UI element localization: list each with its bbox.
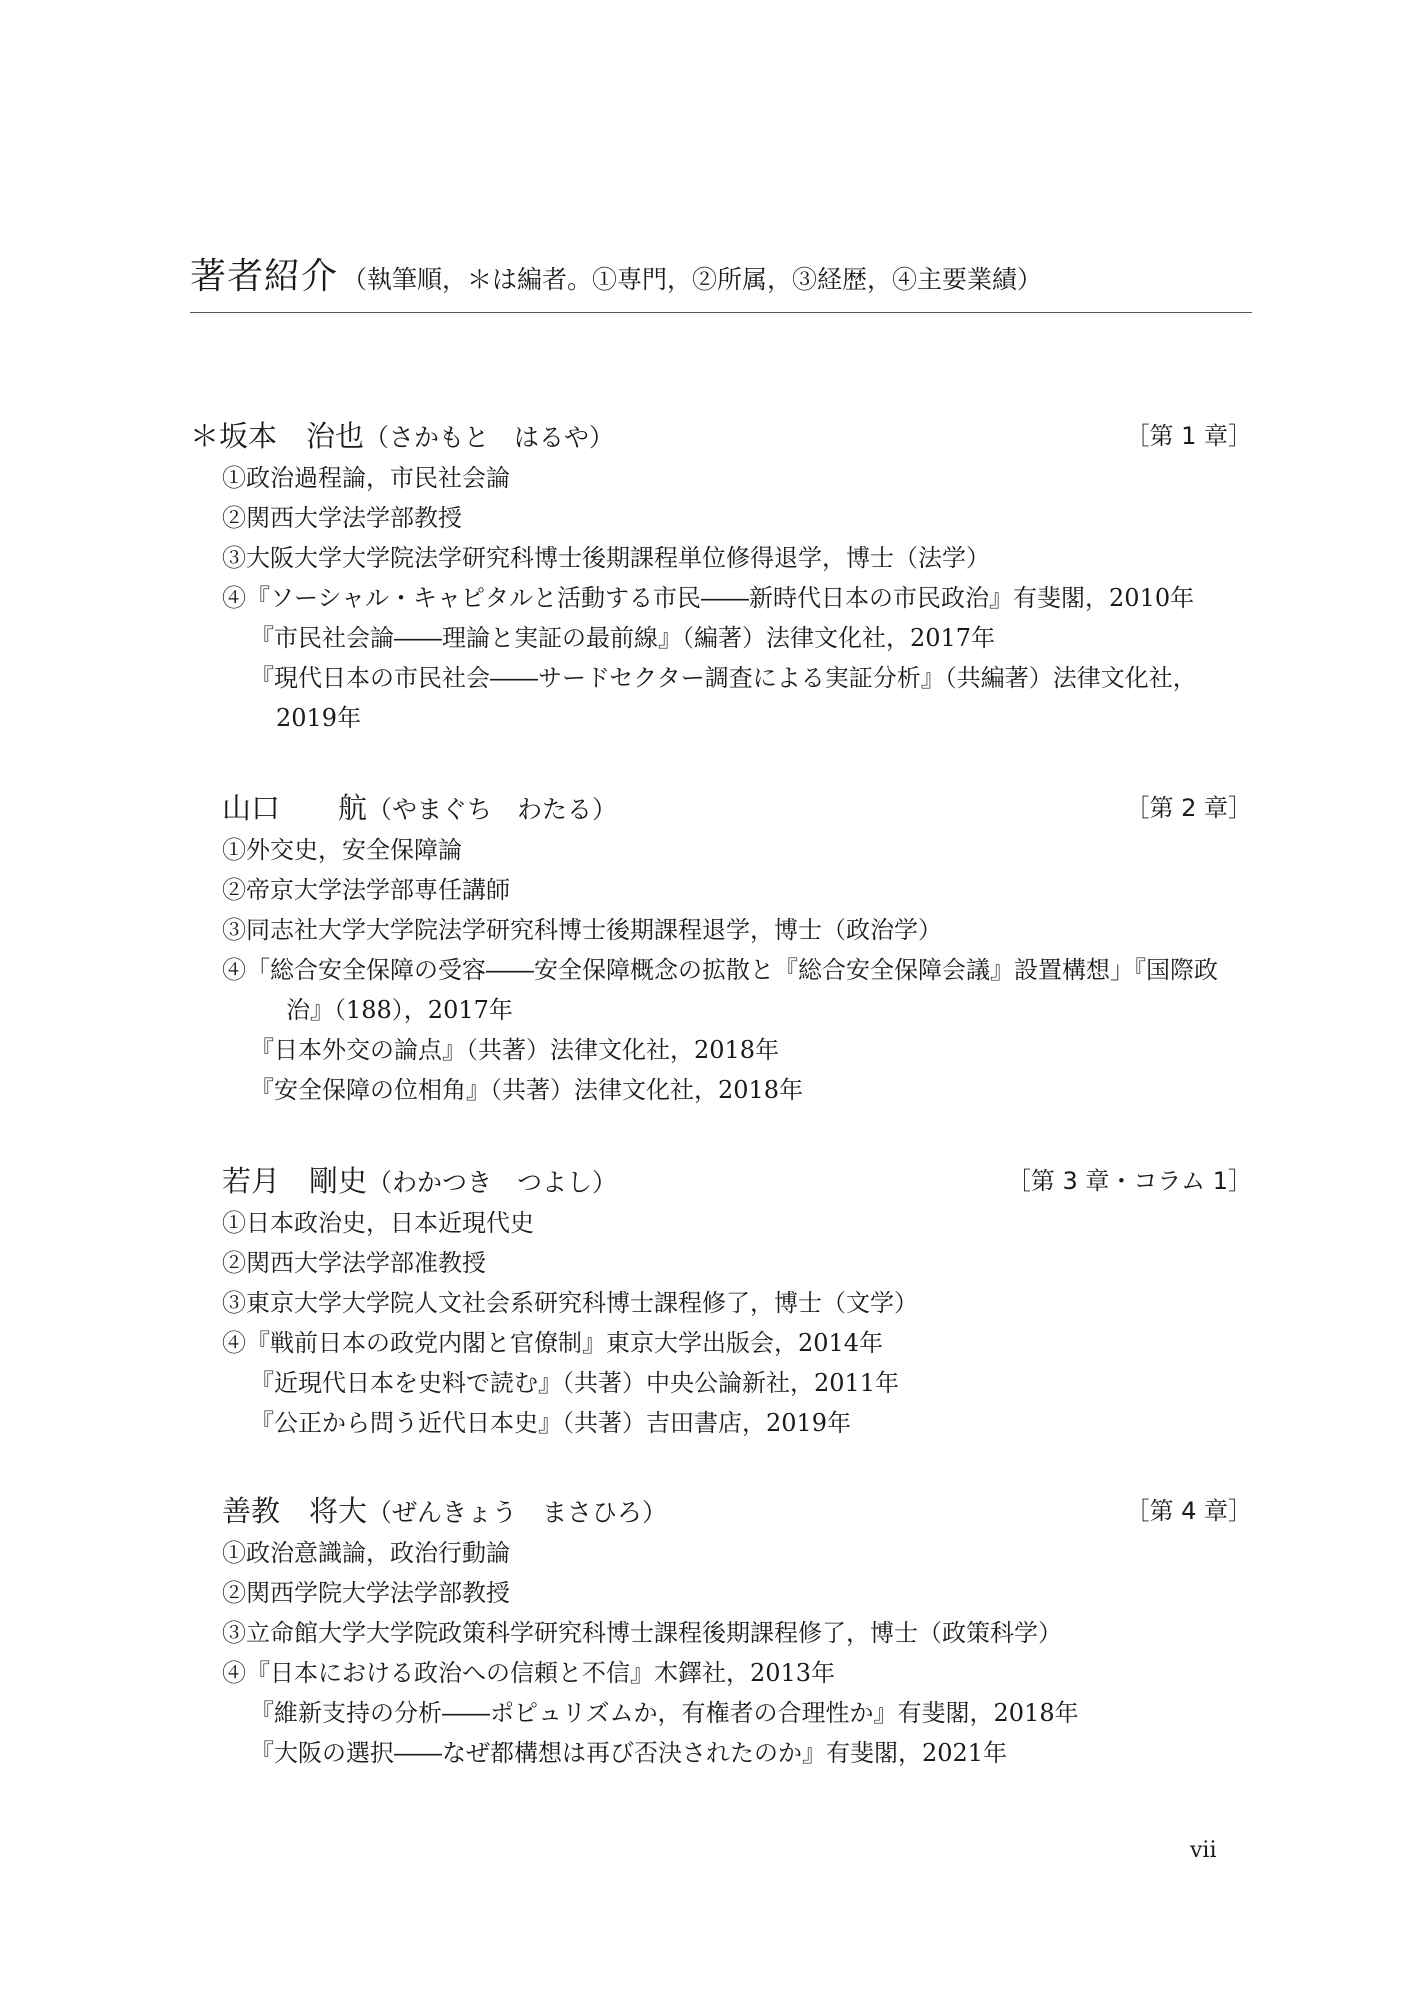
section-header <box>190 248 1250 299</box>
author-work: ④『日本における政治への信頼と不信』木鐸社，2013年 <box>222 1659 836 1687</box>
author-work: 『市民社会論――理論と実証の最前線』（編著）法律文化社，2017年 <box>250 624 996 652</box>
author-entry-sakamoto <box>190 414 1252 738</box>
author-field: ①政治意識論，政治行動論 <box>222 1539 510 1567</box>
author-name: ＊坂本 治也 <box>190 419 365 453</box>
author-chapter: ［第 4 章］ <box>1125 1497 1252 1525</box>
author-work: 『日本外交の論点』（共著）法律文化社，2018年 <box>250 1036 780 1064</box>
header-rule <box>190 312 1252 313</box>
author-entry-yamaguchi <box>190 786 1252 1110</box>
author-chapter: ［第 2 章］ <box>1125 794 1252 822</box>
author-work: 『近現代日本を史料で読む』（共著）中央公論新社，2011年 <box>250 1369 900 1397</box>
author-field: ①日本政治史，日本近現代史 <box>222 1209 534 1237</box>
author-work: 『大阪の選択――なぜ都構想は再び否決されたのか』有斐閣，2021年 <box>250 1739 1008 1767</box>
author-work-continued: 治』（188），2017年 <box>286 996 513 1024</box>
section-title: 著者紹介 <box>190 256 339 297</box>
author-field: ①外交史，安全保障論 <box>222 836 462 864</box>
author-work: ④『ソーシャル・キャピタルと活動する市民――新時代日本の市民政治』有斐閣，2010年 <box>222 584 1195 612</box>
author-career: ③東京大学大学院人文社会系研究科博士課程修了，博士（文学） <box>222 1289 918 1317</box>
author-reading: （ぜんきょう まさひろ） <box>367 1498 668 1527</box>
author-name-line <box>190 1489 1252 1533</box>
author-affiliation: ②関西大学法学部教授 <box>222 504 462 532</box>
author-work: 『公正から問う近代日本史』（共著）吉田書店，2019年 <box>250 1409 852 1437</box>
author-field: ①政治過程論，市民社会論 <box>222 464 510 492</box>
author-entry-zenkyo <box>190 1489 1252 1773</box>
author-work-continued: 2019年 <box>276 704 362 732</box>
author-reading: （わかつき つよし） <box>367 1168 618 1197</box>
author-work: 『維新支持の分析――ポピュリズムか，有権者の合理性か』有斐閣，2018年 <box>250 1699 1079 1727</box>
author-reading: （やまぐち わたる） <box>367 795 618 824</box>
author-work: ④『戦前日本の政党内閣と官僚制』東京大学出版会，2014年 <box>222 1329 884 1357</box>
author-name-line <box>190 786 1252 830</box>
author-chapter: ［第 1 章］ <box>1125 422 1252 450</box>
author-work: 『現代日本の市民社会――サードセクター調査による実証分析』（共編著）法律文化社， <box>250 664 1197 692</box>
page-number: vii <box>1190 1838 1217 1863</box>
author-affiliation: ②関西大学法学部准教授 <box>222 1249 486 1277</box>
author-affiliation: ②帝京大学法学部専任講師 <box>222 876 510 904</box>
author-work: ④「総合安全保障の受容――安全保障概念の拡散と『総合安全保障会議』設置構想」『国際政 <box>222 956 1218 984</box>
author-name: 山口 航 <box>222 791 368 825</box>
author-name: 若月 剛史 <box>222 1164 368 1198</box>
author-reading: （さかもと はるや） <box>364 423 615 452</box>
author-entry-wakatsuki <box>190 1159 1252 1443</box>
author-affiliation: ②関西学院大学法学部教授 <box>222 1579 510 1607</box>
section-note: （執筆順，＊は編者。①専門，②所属，③経歴，④主要業績） <box>342 265 1043 294</box>
author-name: 善教 将大 <box>222 1494 368 1528</box>
author-name-line <box>190 1159 1252 1203</box>
author-career: ③大阪大学大学院法学研究科博士後期課程単位修得退学，博士（法学） <box>222 544 990 572</box>
author-name-line <box>190 414 1252 458</box>
author-career: ③立命館大学大学院政策科学研究科博士課程後期課程修了，博士（政策科学） <box>222 1619 1062 1647</box>
author-career: ③同志社大学大学院法学研究科博士後期課程退学，博士（政治学） <box>222 916 942 944</box>
author-work: 『安全保障の位相角』（共著）法律文化社，2018年 <box>250 1076 804 1104</box>
author-chapter: ［第 3 章・コラム 1］ <box>1006 1167 1252 1195</box>
